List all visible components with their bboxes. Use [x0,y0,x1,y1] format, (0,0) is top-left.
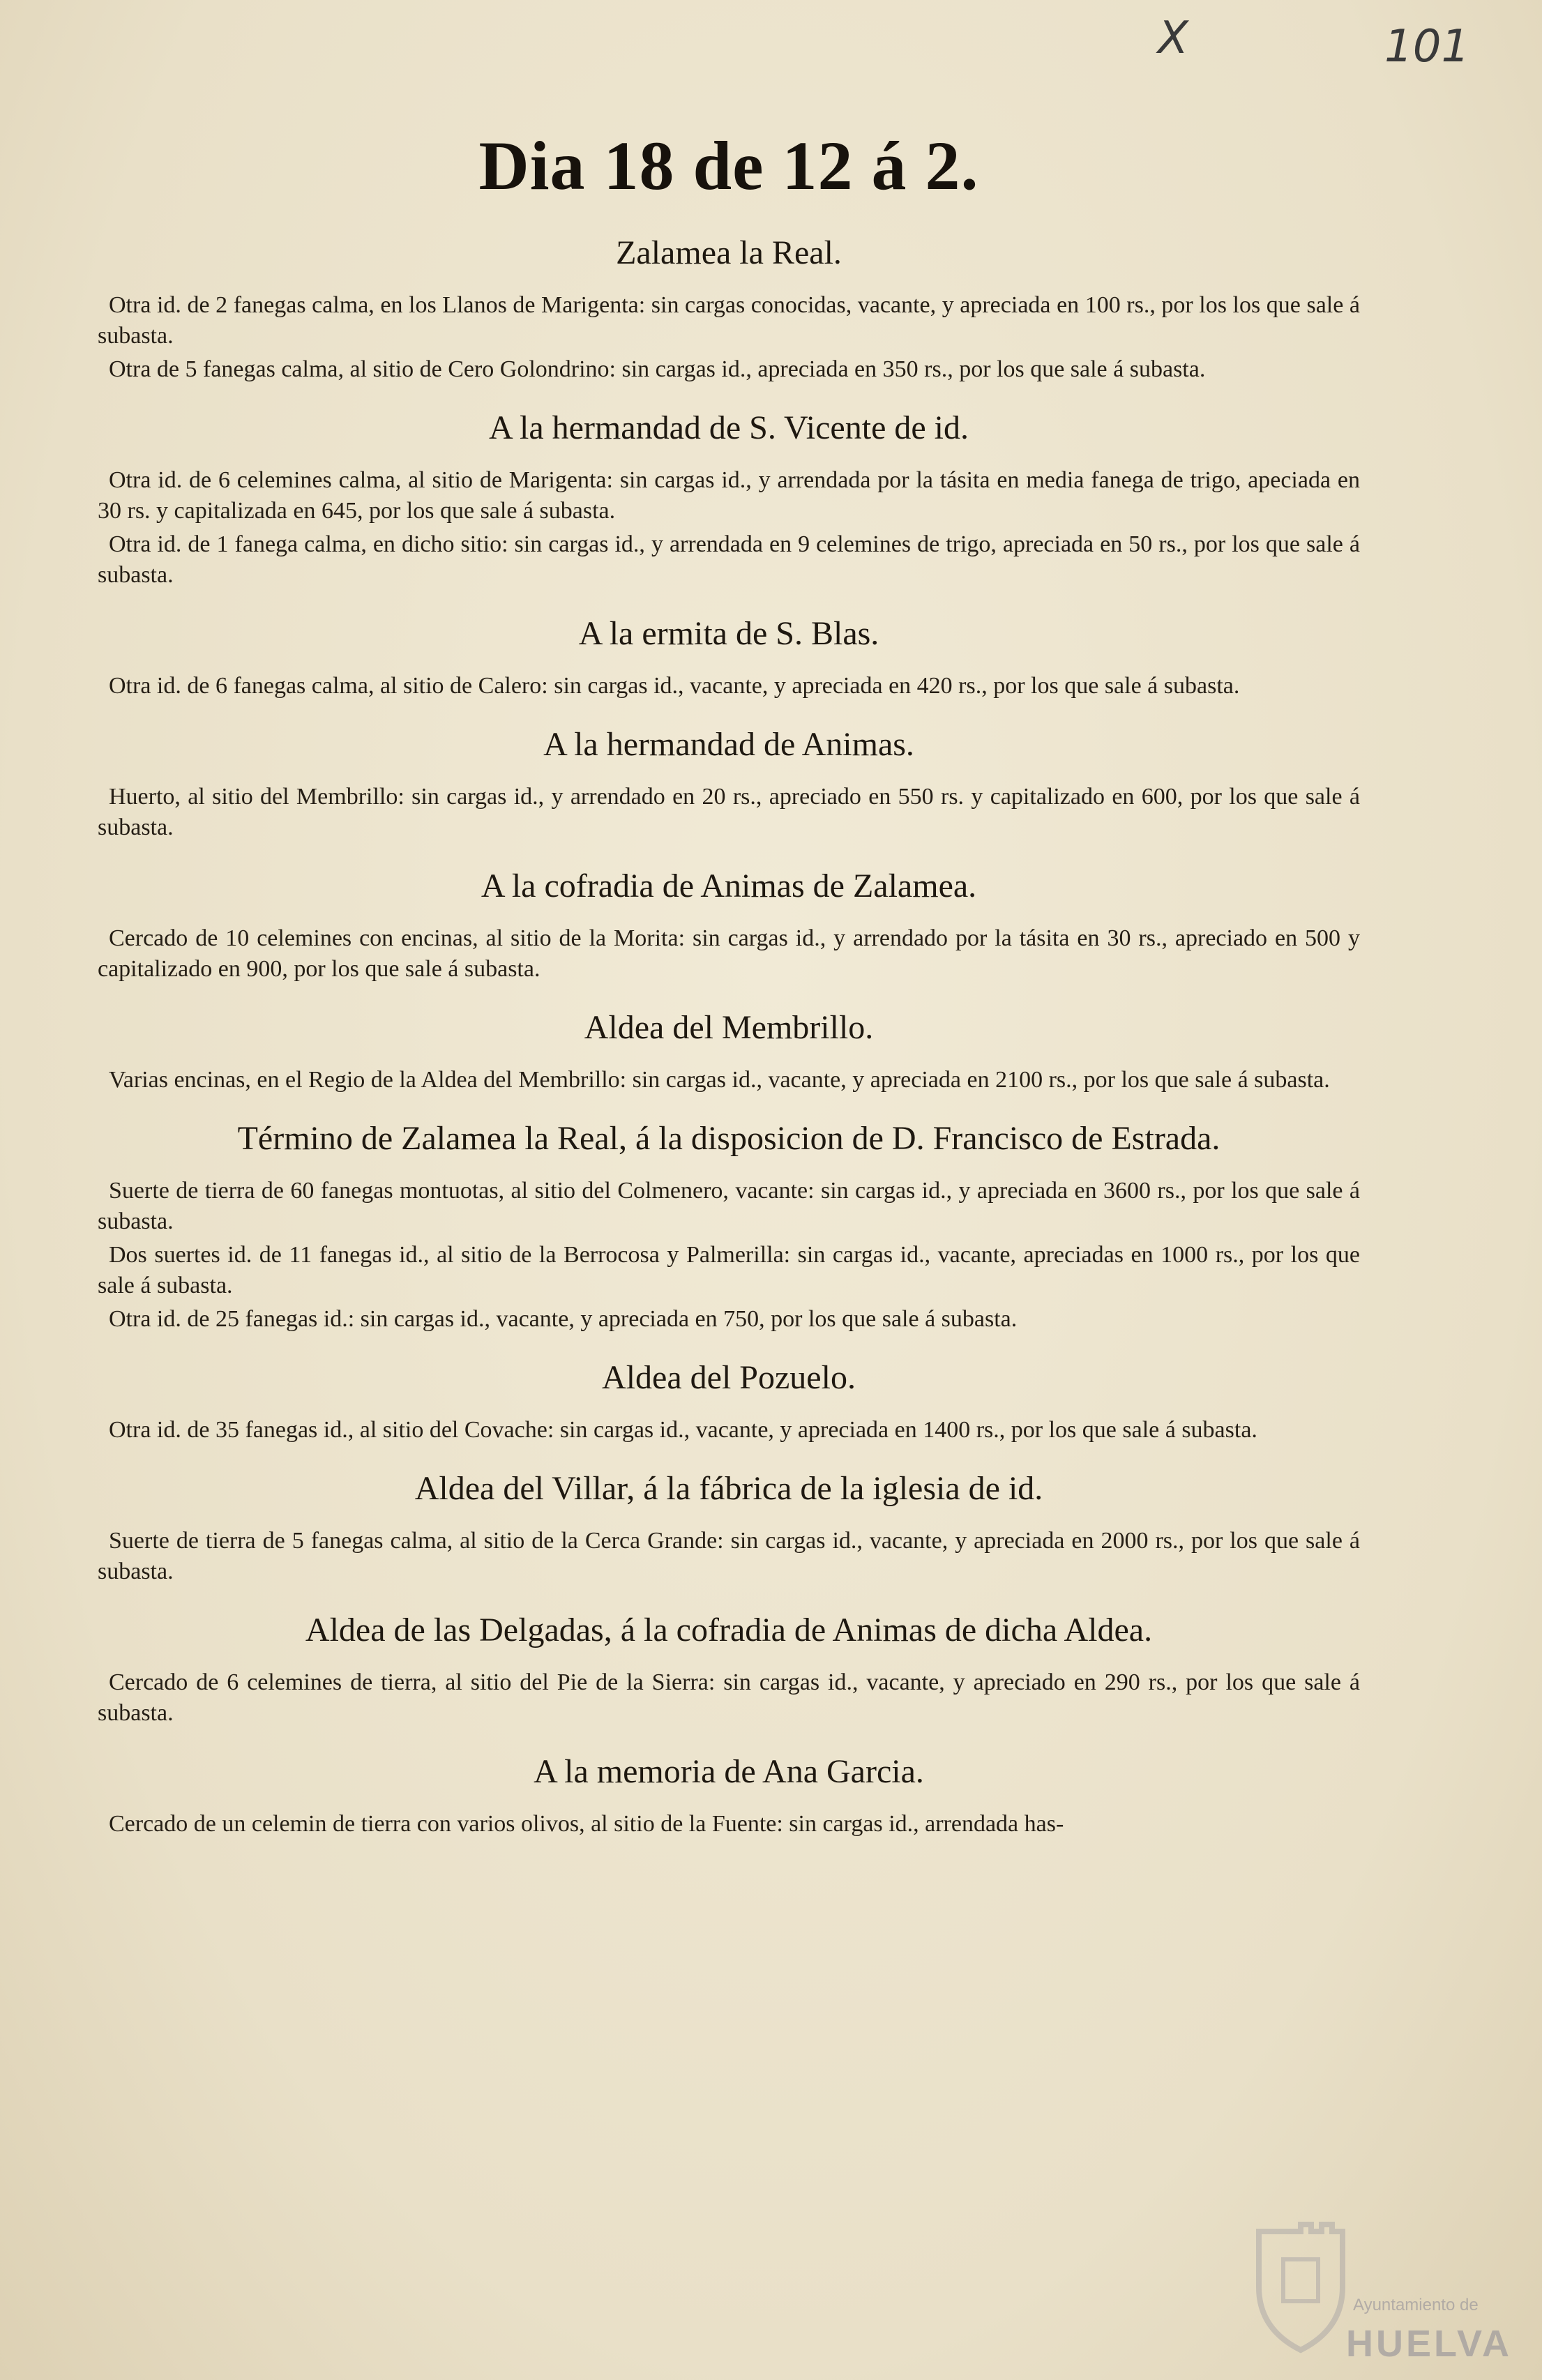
entry: Otra id. de 1 fanega calma, en dicho sitio: sin cargas id., y arrendada en 9 celemines de trigo, apreciada en 50 rs., por los que sale á subasta. [98,531,1360,588]
entry: Otra id. de 6 fanegas calma, al sitio de Calero: sin cargas id., vacante, y apreciada en 420 rs., por los que sale á subasta. [109,673,1240,699]
section-title: Zalamea la Real. [616,234,842,271]
section-title: A la cofradia de Animas de Zalamea. [481,867,977,904]
section-aldea-delgadas [98,1611,1360,1729]
section-memoria-ana-garcia [98,1752,1360,1840]
section-title: A la hermandad de Animas. [543,726,914,763]
entry: Varias encinas, en el Regio de la Aldea del Membrillo: sin cargas id., vacante, y apreciada en 2100 rs., por los que sale á subasta. [109,1067,1330,1093]
section-title: Aldea del Pozuelo. [602,1359,856,1396]
section-aldea-pozuelo [98,1358,1360,1446]
section-aldea-villar [98,1469,1360,1587]
entry: Otra id. de 6 celemines calma, al sitio de Marigenta: sin cargas id., y arrendada por la tásita en media fanega de trigo, apeciada en 30 rs. y capitalizada en 645, por los que sale á subasta. [98,467,1360,524]
section-title: Aldea de las Delgadas, á la cofradia de Animas de dicha Aldea. [305,1612,1153,1648]
section-title: A la ermita de S. Blas. [578,615,879,652]
section-title: Aldea del Villar, á la fábrica de la iglesia de id. [414,1470,1043,1507]
entry: Suerte de tierra de 60 fanegas montuotas, al sitio del Colmenero, vacante: sin cargas id., y apreciada en 3600 rs., por los que sale á subasta. [98,1178,1360,1234]
entry: Otra id. de 2 fanegas calma, en los Llanos de Marigenta: sin cargas conocidas, vacante, y apreciada en 100 rs., por los los que sale á subasta. [98,292,1360,349]
section-title: A la memoria de Ana Garcia. [534,1753,924,1790]
document-body [98,126,1360,1842]
section-termino-zalamea [98,1119,1360,1335]
section-ermita-s-blas [98,614,1360,702]
section-aldea-membrillo [98,1008,1360,1096]
entry: Dos suertes id. de 11 fanegas id., al sitio de la Berrocosa y Palmerilla: sin cargas id., vacante, apreciadas en 1000 rs., por los que sale á subasta. [98,1242,1360,1298]
section-hermandad-s-vicente [98,409,1360,591]
entry: Cercado de 6 celemines de tierra, al sitio del Pie de la Sierra: sin cargas id., vacante, y apreciado en 290 rs., por los que sale á subasta. [98,1669,1360,1726]
section-hermandad-animas [98,725,1360,843]
entry: Suerte de tierra de 5 fanegas calma, al sitio de la Cerca Grande: sin cargas id., vacante, y apreciada en 2000 rs., por los que sale á subasta. [98,1528,1360,1584]
entry: Cercado de 10 celemines con encinas, al sitio de la Morita: sin cargas id., y arrendado por la tásita en 30 rs., apreciado en 500 y capitalizado en 900, por los que sale á subasta. [98,925,1360,982]
day-title: Dia 18 de 12 á 2. [478,127,979,204]
entry: Otra id. de 25 fanegas id.: sin cargas id., vacante, y apreciada en 750, por los que sale á subasta. [109,1306,1018,1332]
watermark-caption: Ayuntamiento de [1353,2296,1479,2314]
handwritten-mark: X [1158,13,1188,64]
handwritten-page-number: 101 [1384,21,1470,73]
section-cofradia-animas-zalamea [98,867,1360,985]
watermark-name: HUELVA [1346,2323,1512,2365]
entry: Otra de 5 fanegas calma, al sitio de Cero Golondrino: sin cargas id., apreciada en 350 rs., por los que sale á subasta. [109,356,1206,382]
entry: Otra id. de 35 fanegas id., al sitio del Covache: sin cargas id., vacante, y apreciada en 1400 rs., por los que sale á subasta. [109,1417,1257,1443]
section-title: Aldea del Membrillo. [584,1009,874,1046]
entry: Cercado de un celemin de tierra con varios olivos, al sitio de la Fuente: sin cargas id., arrendada has- [109,1811,1064,1837]
section-title: Término de Zalamea la Real, á la disposicion de D. Francisco de Estrada. [237,1120,1220,1157]
entry: Huerto, al sitio del Membrillo: sin cargas id., y arrendado en 20 rs., apreciado en 550 rs. y capitalizado en 600, por los que sale á subasta. [98,784,1360,840]
section-zalamea [98,234,1360,385]
section-title: A la hermandad de S. Vicente de id. [488,409,969,446]
